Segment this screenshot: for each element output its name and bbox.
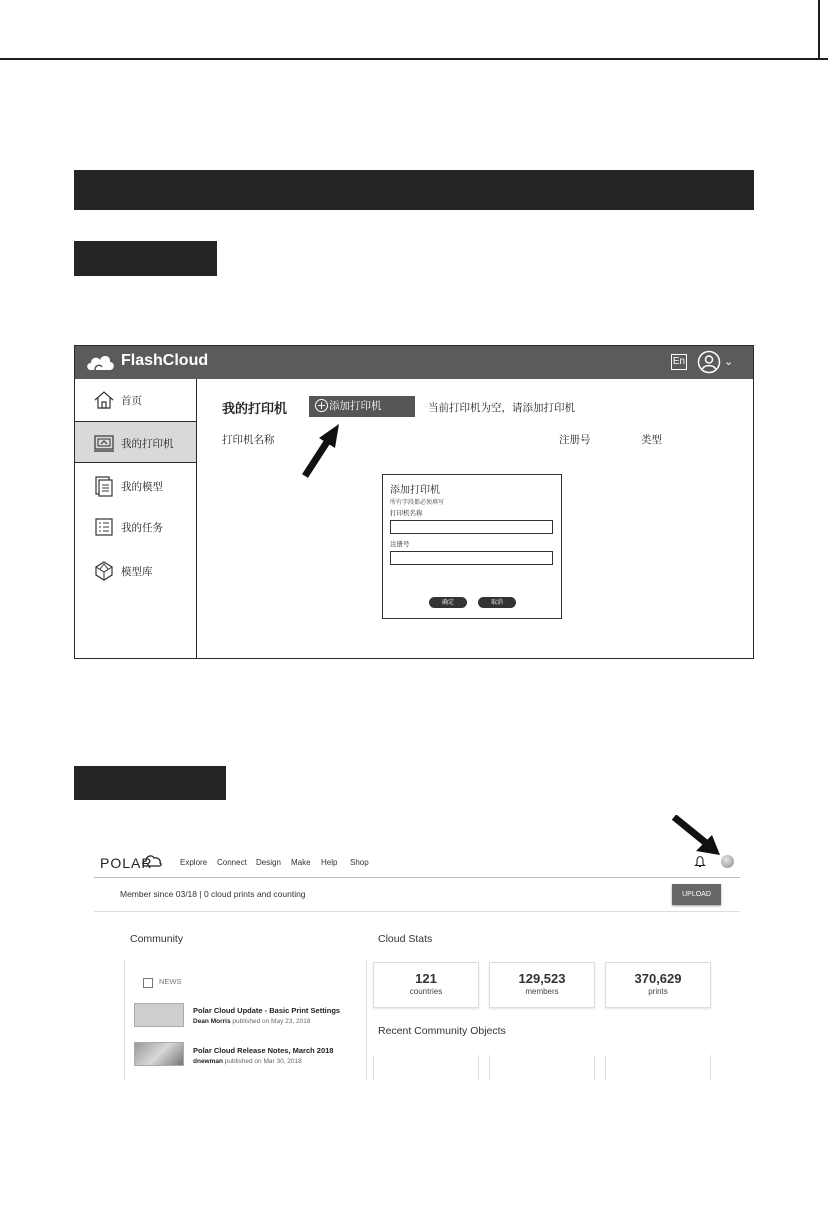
sidebar-item-label: 模型库	[121, 566, 153, 578]
add-printer-button[interactable]	[309, 396, 415, 417]
stat-value: 370,629	[634, 971, 682, 986]
member-status: Member since 03/18 | 0 cloud prints and counting	[120, 889, 306, 899]
flashcloud-header	[75, 346, 753, 379]
stat-label: prints	[648, 987, 668, 996]
news-label: NEWS	[159, 977, 182, 986]
sidebar-item-label: 我的打印机	[121, 438, 174, 450]
news-thumbnail[interactable]	[134, 1003, 184, 1027]
section-label-block-1	[74, 241, 217, 276]
polar-logo[interactable]: POLAR	[100, 855, 153, 871]
top-rule	[0, 58, 828, 60]
home-icon	[93, 389, 115, 411]
news-date: published on Mar 30, 2018	[224, 1058, 302, 1065]
stat-value: 129,523	[518, 971, 566, 986]
sidebar-item-label: 我的任务	[121, 522, 163, 534]
registration-label: 注册号	[390, 540, 410, 548]
page-title: 我的打印机	[222, 402, 288, 417]
bell-icon[interactable]	[694, 855, 706, 868]
pointer-arrow-icon	[299, 420, 349, 480]
nav-make[interactable]: Make	[291, 858, 311, 867]
stat-label: members	[525, 987, 559, 996]
dialog-note: 所有字段都必须填写	[390, 499, 445, 506]
user-menu-chevron-icon[interactable]: ⌄	[724, 355, 734, 368]
nav-design[interactable]: Design	[256, 858, 281, 867]
community-heading: Community	[130, 933, 184, 945]
cloud-logo-icon	[142, 852, 162, 868]
sidebar-item-home[interactable]	[75, 379, 196, 421]
profile-avatar-icon[interactable]	[721, 855, 734, 868]
stat-card-prints	[605, 962, 711, 1008]
add-printer-dialog	[382, 474, 562, 619]
sidebar-item-label: 首页	[121, 395, 142, 407]
empty-message: 当前打印机为空，请添加打印机	[428, 402, 575, 414]
polar-cloud-window	[94, 815, 744, 1080]
printer-name-label: 打印机名称	[390, 509, 423, 517]
recent-object-card[interactable]	[373, 1055, 479, 1080]
dialog-title: 添加打印机	[390, 485, 440, 496]
news-meta	[193, 1018, 310, 1025]
flashcloud-window	[74, 345, 754, 659]
stat-label: countries	[409, 987, 443, 996]
stat-card-countries	[373, 962, 479, 1008]
cancel-button[interactable]: 取消	[478, 597, 516, 608]
news-title[interactable]: Polar Cloud Release Notes, March 2018	[193, 1046, 334, 1055]
sidebar-item-printers[interactable]	[75, 421, 196, 463]
nav-connect[interactable]: Connect	[217, 858, 247, 867]
news-icon	[143, 978, 153, 988]
section-header-bar	[74, 170, 754, 210]
community-news-card	[124, 960, 367, 1080]
nav-help[interactable]: Help	[321, 858, 338, 867]
stat-card-members	[489, 962, 595, 1008]
recent-object-card[interactable]	[605, 1055, 711, 1080]
column-header-name: 打印机名称	[222, 434, 275, 446]
model-library-icon	[93, 560, 115, 582]
upload-button[interactable]: UPLOAD	[672, 884, 721, 905]
models-icon	[93, 475, 115, 497]
news-meta	[193, 1058, 302, 1065]
flashcloud-sidebar	[75, 379, 197, 658]
news-thumbnail[interactable]	[134, 1042, 184, 1066]
news-author[interactable]: Dean Morris	[193, 1018, 231, 1025]
registration-input[interactable]	[390, 551, 553, 565]
section-label-block-2	[74, 766, 226, 800]
brand-name: FlashCloud	[121, 352, 209, 369]
top-rule-corner	[818, 0, 820, 60]
column-header-type: 类型	[641, 434, 662, 446]
sidebar-item-label: 我的模型	[121, 481, 163, 493]
confirm-button[interactable]: 确定	[429, 597, 467, 608]
stat-value: 121	[415, 971, 437, 986]
printer-name-input[interactable]	[390, 520, 553, 534]
sidebar-item-models[interactable]	[75, 465, 196, 507]
tasks-icon	[93, 516, 115, 538]
column-header-registration: 注册号	[559, 434, 591, 446]
subheader-divider	[94, 911, 740, 912]
plus-icon: +	[316, 399, 327, 412]
header-divider	[94, 877, 740, 878]
recent-objects-heading: Recent Community Objects	[378, 1025, 506, 1037]
sidebar-item-tasks[interactable]	[75, 506, 196, 548]
nav-explore[interactable]: Explore	[180, 858, 208, 867]
pointer-arrow-icon	[672, 815, 722, 857]
recent-object-card[interactable]	[489, 1055, 595, 1080]
nav-shop[interactable]: Shop	[350, 858, 369, 867]
cloud-logo-icon	[85, 351, 115, 373]
news-date: published on May 23, 2018	[232, 1018, 311, 1025]
printer-icon	[93, 432, 115, 454]
cloud-stats-heading: Cloud Stats	[378, 933, 433, 945]
sidebar-item-model-library[interactable]	[75, 550, 196, 592]
add-printer-label: 添加打印机	[329, 400, 382, 412]
news-title[interactable]: Polar Cloud Update - Basic Print Settings	[193, 1006, 341, 1015]
news-author[interactable]: dnewman	[193, 1058, 223, 1065]
language-toggle[interactable]: En	[671, 354, 687, 370]
user-avatar-icon[interactable]	[697, 350, 721, 374]
